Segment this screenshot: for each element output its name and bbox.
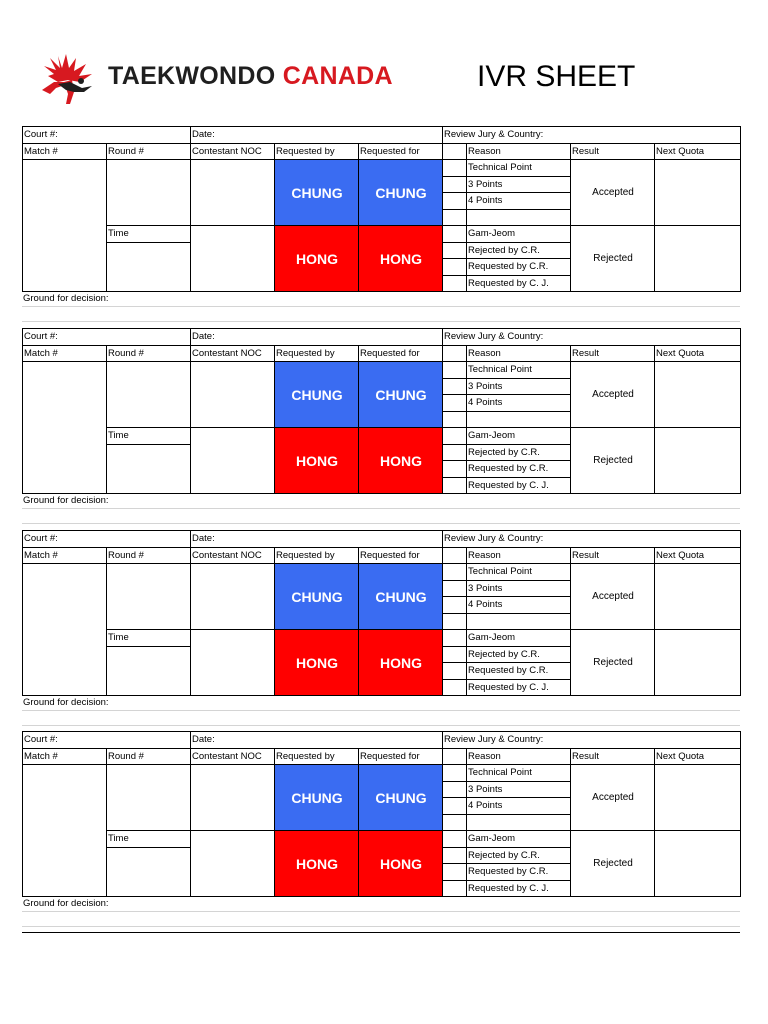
match-header: Match # xyxy=(23,547,107,564)
decision-line[interactable] xyxy=(22,911,740,912)
date-field[interactable]: Date: xyxy=(191,531,443,548)
check-col-header xyxy=(443,143,467,160)
contestant-noc-red-cell[interactable] xyxy=(191,226,275,292)
requested-by-header: Requested by xyxy=(275,748,359,765)
result-rejected[interactable]: Rejected xyxy=(571,630,655,696)
check-box[interactable] xyxy=(443,847,467,864)
time-label: Time xyxy=(107,428,191,445)
time-cell[interactable] xyxy=(107,242,191,292)
check-box[interactable] xyxy=(443,444,467,461)
requested-by-hong[interactable]: HONG xyxy=(275,226,359,292)
ground-for-decision-label: Ground for decision: xyxy=(23,898,109,909)
next-quota-cell-bottom[interactable] xyxy=(655,226,741,292)
check-box[interactable] xyxy=(443,646,467,663)
date-field[interactable]: Date: xyxy=(191,127,443,144)
decision-line[interactable] xyxy=(22,508,740,509)
check-box[interactable] xyxy=(443,259,467,276)
check-box[interactable] xyxy=(443,679,467,696)
reason-rejected-by-cr: Rejected by C.R. xyxy=(467,646,571,663)
time-label: Time xyxy=(107,831,191,848)
review-jury-field[interactable]: Review Jury & Country: xyxy=(443,531,741,548)
date-field[interactable]: Date: xyxy=(191,732,443,749)
reason-requested-by-cj: Requested by C. J. xyxy=(467,880,571,897)
reason-blank xyxy=(467,613,571,630)
check-col-header xyxy=(443,345,467,362)
match-cell[interactable] xyxy=(23,362,107,494)
contestant-noc-blue-cell[interactable] xyxy=(191,160,275,226)
reason-3-points: 3 Points xyxy=(467,781,571,798)
check-box[interactable] xyxy=(443,564,467,581)
ivr-table xyxy=(22,731,741,897)
review-jury-field[interactable]: Review Jury & Country: xyxy=(443,127,741,144)
result-rejected[interactable]: Rejected xyxy=(571,428,655,494)
requested-for-header: Requested for xyxy=(359,748,443,765)
court-field[interactable]: Court #: xyxy=(23,531,191,548)
reason-3-points: 3 Points xyxy=(467,378,571,395)
requested-for-hong[interactable]: HONG xyxy=(359,630,443,696)
ivr-form-3 xyxy=(22,530,740,730)
time-cell[interactable] xyxy=(107,646,191,696)
reason-header: Reason xyxy=(467,143,571,160)
contestant-noc-header: Contestant NOC xyxy=(191,547,275,564)
round-header: Round # xyxy=(107,143,191,160)
page-header xyxy=(0,0,768,120)
check-box[interactable] xyxy=(443,242,467,259)
match-header: Match # xyxy=(23,143,107,160)
check-box[interactable] xyxy=(443,613,467,630)
check-box[interactable] xyxy=(443,428,467,445)
check-col-header xyxy=(443,547,467,564)
ivr-table xyxy=(22,530,741,696)
reason-requested-by-cj: Requested by C. J. xyxy=(467,679,571,696)
reason-technical-point: Technical Point xyxy=(467,160,571,177)
requested-for-hong[interactable]: HONG xyxy=(359,428,443,494)
round-cell[interactable] xyxy=(107,362,191,428)
result-accepted[interactable]: Accepted xyxy=(571,564,655,630)
match-cell[interactable] xyxy=(23,160,107,292)
next-quota-cell-top[interactable] xyxy=(655,160,741,226)
reason-blank xyxy=(467,209,571,226)
next-quota-cell-bottom[interactable] xyxy=(655,630,741,696)
brand-taekwondo: TAEKWONDO xyxy=(108,62,276,90)
court-field[interactable]: Court #: xyxy=(23,127,191,144)
ground-for-decision-label: Ground for decision: xyxy=(23,495,109,506)
requested-for-header: Requested for xyxy=(359,547,443,564)
match-header: Match # xyxy=(23,748,107,765)
reason-gam-jeom: Gam-Jeom xyxy=(467,831,571,848)
match-header: Match # xyxy=(23,345,107,362)
round-cell[interactable] xyxy=(107,765,191,831)
requested-for-chung[interactable]: CHUNG xyxy=(359,362,443,428)
reason-gam-jeom: Gam-Jeom xyxy=(467,226,571,243)
reason-technical-point: Technical Point xyxy=(467,564,571,581)
reason-blank xyxy=(467,814,571,831)
requested-by-chung[interactable]: CHUNG xyxy=(275,564,359,630)
result-header: Result xyxy=(571,748,655,765)
brand-canada: CANADA xyxy=(282,62,393,90)
time-cell[interactable] xyxy=(107,847,191,897)
contestant-noc-blue-cell[interactable] xyxy=(191,362,275,428)
result-rejected[interactable]: Rejected xyxy=(571,831,655,897)
reason-header: Reason xyxy=(467,345,571,362)
requested-by-hong[interactable]: HONG xyxy=(275,630,359,696)
check-box[interactable] xyxy=(443,411,467,428)
round-header: Round # xyxy=(107,748,191,765)
next-quota-header: Next Quota xyxy=(655,143,741,160)
court-field[interactable]: Court #: xyxy=(23,732,191,749)
check-box[interactable] xyxy=(443,275,467,292)
requested-for-chung[interactable]: CHUNG xyxy=(359,160,443,226)
reason-requested-by-cr: Requested by C.R. xyxy=(467,259,571,276)
next-quota-cell-top[interactable] xyxy=(655,564,741,630)
check-box[interactable] xyxy=(443,864,467,881)
requested-by-chung[interactable]: CHUNG xyxy=(275,362,359,428)
contestant-noc-header: Contestant NOC xyxy=(191,748,275,765)
match-cell[interactable] xyxy=(23,564,107,696)
reason-technical-point: Technical Point xyxy=(467,362,571,379)
time-label: Time xyxy=(107,630,191,647)
sheet-title: IVR SHEET xyxy=(477,60,636,93)
round-header: Round # xyxy=(107,547,191,564)
match-cell[interactable] xyxy=(23,765,107,897)
decision-line[interactable] xyxy=(22,725,740,726)
ivr-table xyxy=(22,328,741,494)
check-box[interactable] xyxy=(443,176,467,193)
reason-requested-by-cj: Requested by C. J. xyxy=(467,275,571,292)
round-cell[interactable] xyxy=(107,160,191,226)
requested-by-header: Requested by xyxy=(275,547,359,564)
ivr-form-2 xyxy=(22,328,740,528)
taekwondo-canada-logo xyxy=(36,52,96,106)
contestant-noc-header: Contestant NOC xyxy=(191,345,275,362)
reason-technical-point: Technical Point xyxy=(467,765,571,782)
reason-gam-jeom: Gam-Jeom xyxy=(467,428,571,445)
reason-rejected-by-cr: Rejected by C.R. xyxy=(467,242,571,259)
reason-3-points: 3 Points xyxy=(467,580,571,597)
decision-line[interactable] xyxy=(22,710,740,711)
review-jury-field[interactable]: Review Jury & Country: xyxy=(443,329,741,346)
check-box[interactable] xyxy=(443,209,467,226)
ivr-form-4 xyxy=(22,731,740,931)
time-label: Time xyxy=(107,226,191,243)
requested-for-chung[interactable]: CHUNG xyxy=(359,765,443,831)
requested-for-hong[interactable]: HONG xyxy=(359,226,443,292)
decision-line[interactable] xyxy=(22,523,740,524)
result-header: Result xyxy=(571,547,655,564)
ivr-form-1 xyxy=(22,126,740,326)
next-quota-header: Next Quota xyxy=(655,547,741,564)
round-cell[interactable] xyxy=(107,564,191,630)
round-header: Round # xyxy=(107,345,191,362)
contestant-noc-blue-cell[interactable] xyxy=(191,564,275,630)
ground-for-decision-label: Ground for decision: xyxy=(23,293,109,304)
check-box[interactable] xyxy=(443,477,467,494)
reason-3-points: 3 Points xyxy=(467,176,571,193)
brand-wordmark xyxy=(108,62,393,91)
requested-by-hong[interactable]: HONG xyxy=(275,428,359,494)
requested-by-chung[interactable]: CHUNG xyxy=(275,160,359,226)
check-box[interactable] xyxy=(443,362,467,379)
contestant-noc-red-cell[interactable] xyxy=(191,831,275,897)
check-box[interactable] xyxy=(443,663,467,680)
ivr-table xyxy=(22,126,741,292)
check-box[interactable] xyxy=(443,831,467,848)
decision-line[interactable] xyxy=(22,321,740,322)
reason-rejected-by-cr: Rejected by C.R. xyxy=(467,444,571,461)
reason-blank xyxy=(467,411,571,428)
reason-requested-by-cr: Requested by C.R. xyxy=(467,663,571,680)
check-box[interactable] xyxy=(443,461,467,478)
check-box[interactable] xyxy=(443,160,467,177)
contestant-noc-blue-cell[interactable] xyxy=(191,765,275,831)
reason-4-points: 4 Points xyxy=(467,193,571,210)
result-header: Result xyxy=(571,345,655,362)
decision-line[interactable] xyxy=(22,306,740,307)
result-accepted[interactable]: Accepted xyxy=(571,765,655,831)
requested-for-chung[interactable]: CHUNG xyxy=(359,564,443,630)
contestant-noc-red-cell[interactable] xyxy=(191,630,275,696)
review-jury-field[interactable]: Review Jury & Country: xyxy=(443,732,741,749)
check-box[interactable] xyxy=(443,378,467,395)
reason-rejected-by-cr: Rejected by C.R. xyxy=(467,847,571,864)
reason-4-points: 4 Points xyxy=(467,798,571,815)
result-accepted[interactable]: Accepted xyxy=(571,160,655,226)
contestant-noc-header: Contestant NOC xyxy=(191,143,275,160)
requested-by-chung[interactable]: CHUNG xyxy=(275,765,359,831)
date-field[interactable]: Date: xyxy=(191,329,443,346)
result-rejected[interactable]: Rejected xyxy=(571,226,655,292)
decision-line[interactable] xyxy=(22,926,740,927)
next-quota-cell-bottom[interactable] xyxy=(655,831,741,897)
time-cell[interactable] xyxy=(107,444,191,494)
reason-gam-jeom: Gam-Jeom xyxy=(467,630,571,647)
next-quota-cell-top[interactable] xyxy=(655,765,741,831)
check-box[interactable] xyxy=(443,880,467,897)
reason-requested-by-cj: Requested by C. J. xyxy=(467,477,571,494)
signature-line xyxy=(22,932,740,933)
requested-for-header: Requested for xyxy=(359,143,443,160)
requested-for-hong[interactable]: HONG xyxy=(359,831,443,897)
check-box[interactable] xyxy=(443,765,467,782)
ground-for-decision-label: Ground for decision: xyxy=(23,697,109,708)
reason-requested-by-cr: Requested by C.R. xyxy=(467,864,571,881)
check-box[interactable] xyxy=(443,226,467,243)
check-box[interactable] xyxy=(443,597,467,614)
reason-4-points: 4 Points xyxy=(467,597,571,614)
result-accepted[interactable]: Accepted xyxy=(571,362,655,428)
check-box[interactable] xyxy=(443,580,467,597)
reason-requested-by-cr: Requested by C.R. xyxy=(467,461,571,478)
check-col-header xyxy=(443,748,467,765)
reason-header: Reason xyxy=(467,547,571,564)
contestant-noc-red-cell[interactable] xyxy=(191,428,275,494)
court-field[interactable]: Court #: xyxy=(23,329,191,346)
requested-by-header: Requested by xyxy=(275,143,359,160)
result-header: Result xyxy=(571,143,655,160)
reason-header: Reason xyxy=(467,748,571,765)
check-box[interactable] xyxy=(443,193,467,210)
check-box[interactable] xyxy=(443,814,467,831)
check-box[interactable] xyxy=(443,781,467,798)
check-box[interactable] xyxy=(443,798,467,815)
next-quota-cell-top[interactable] xyxy=(655,362,741,428)
next-quota-header: Next Quota xyxy=(655,345,741,362)
requested-for-header: Requested for xyxy=(359,345,443,362)
next-quota-cell-bottom[interactable] xyxy=(655,428,741,494)
requested-by-hong[interactable]: HONG xyxy=(275,831,359,897)
next-quota-header: Next Quota xyxy=(655,748,741,765)
requested-by-header: Requested by xyxy=(275,345,359,362)
check-box[interactable] xyxy=(443,630,467,647)
reason-4-points: 4 Points xyxy=(467,395,571,412)
check-box[interactable] xyxy=(443,395,467,412)
